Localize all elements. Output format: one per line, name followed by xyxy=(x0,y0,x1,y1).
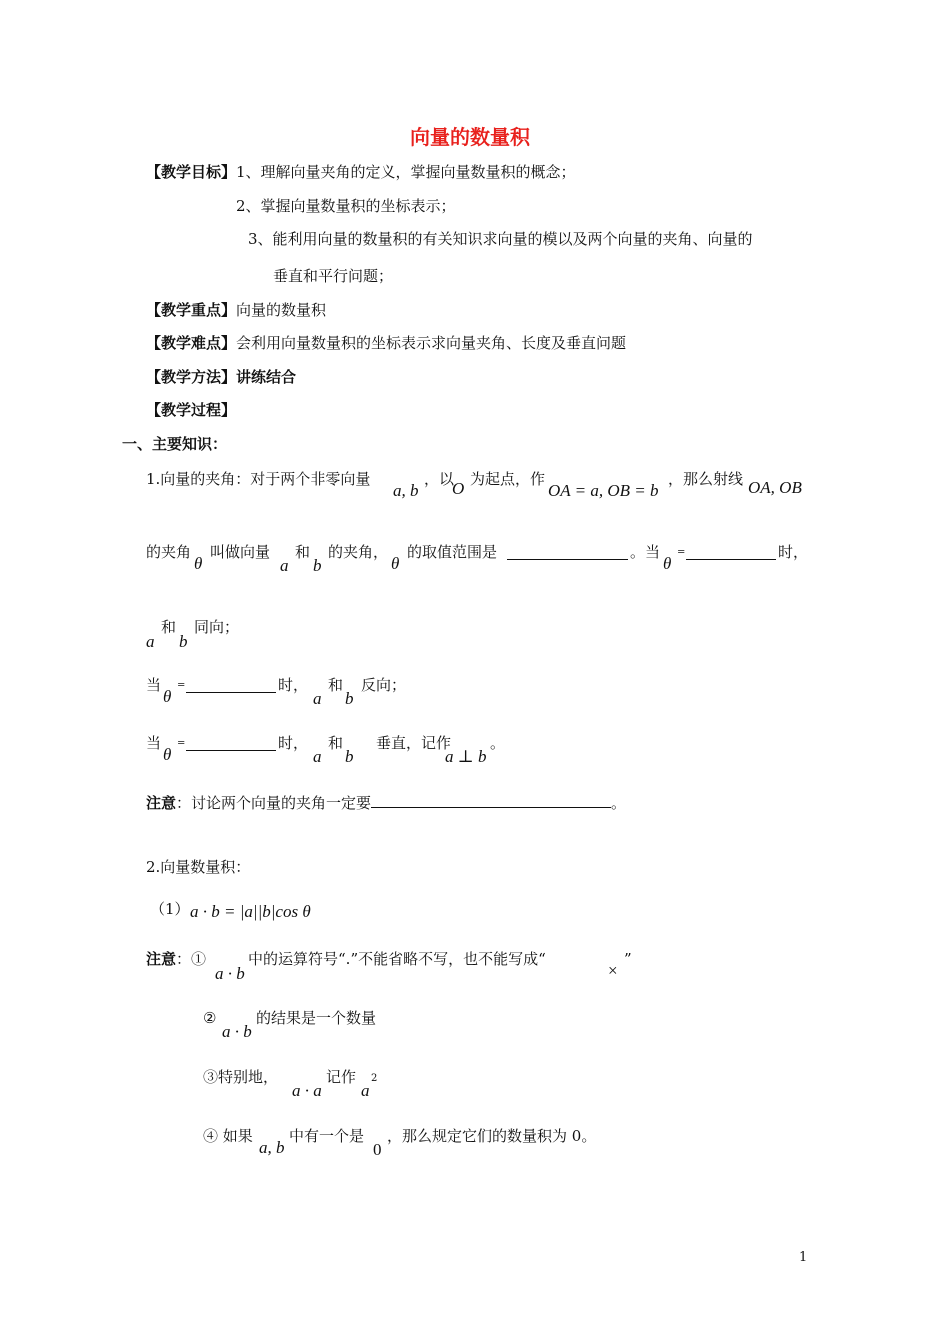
note1-end: 。 xyxy=(611,794,627,812)
note1-line xyxy=(146,793,626,811)
same-direction: 同向； xyxy=(194,618,240,636)
process-label: 【教学过程】 xyxy=(146,401,237,419)
note2-t4: 的结果是一个数量 xyxy=(256,1009,377,1027)
oa-ob-formula: OA = a, OB = b xyxy=(548,481,659,500)
theta-1: θ xyxy=(194,554,203,573)
theta-5: θ xyxy=(163,745,172,764)
a-dot-b-2: a · b xyxy=(222,1022,252,1041)
difficulty-label: 【教学难点】 xyxy=(146,334,237,352)
dang-1: 当 xyxy=(146,676,162,694)
keypoint-line xyxy=(146,303,326,318)
vec-b-3: b xyxy=(345,689,354,708)
perpendicular-text: 垂直，记作 xyxy=(376,734,452,752)
vec-a-2: a xyxy=(146,632,155,651)
item2-title: 2.向量数量积： xyxy=(146,858,251,876)
item1-text-3: 为起点，作 xyxy=(470,470,546,488)
he-1: 和 xyxy=(295,543,311,561)
item2-n1: （1） xyxy=(150,900,190,918)
goal-3b: 垂直和平行问题； xyxy=(273,267,394,285)
note2-t3: ” xyxy=(624,950,632,968)
page-title: 向量的数量积 xyxy=(410,125,530,149)
goals-line-1 xyxy=(146,165,576,180)
goal-3a: 3、能利用向量的数量积的有关知识求向量的模以及两个向量的夹角、向量的 xyxy=(248,230,753,248)
eq-2: = xyxy=(177,680,186,691)
he-4: 和 xyxy=(328,734,344,752)
note2-t5: 记作 xyxy=(326,1068,357,1086)
blank-same xyxy=(686,545,776,560)
a-comma-b: a, b xyxy=(259,1138,285,1157)
note1-blank xyxy=(371,793,611,808)
goals-label: 【教学目标】 xyxy=(146,163,237,181)
range-blank xyxy=(507,545,628,560)
dang-2: 当 xyxy=(146,734,162,752)
note2-dot: . xyxy=(345,950,351,968)
vectors-ab: a, b xyxy=(393,481,419,500)
note2-t2: ”不能省略不写，也不能写成“ xyxy=(350,950,546,968)
zero-vector: 0 xyxy=(373,1140,382,1159)
note1-text: ：讨论两个向量的夹角一定要 xyxy=(176,794,372,812)
method-label: 【教学方法】 xyxy=(146,368,237,386)
item1-text-6: 叫做向量 xyxy=(210,543,271,561)
rays-oa-ob: OA, OB xyxy=(748,478,802,497)
item1-text-1: 1.向量的夹角：对于两个非零向量 xyxy=(146,470,371,488)
vec-b-4: b xyxy=(345,747,354,766)
note2-t1: 中的运算符号“ xyxy=(248,950,346,968)
vec-a-4: a xyxy=(313,747,322,766)
blank-perpendicular xyxy=(186,736,276,751)
vec-a-1: a xyxy=(280,556,289,575)
item1-text-4: ，那么射线 xyxy=(668,470,744,488)
theta-3: θ xyxy=(663,554,672,573)
a-dot-b-1: a · b xyxy=(215,964,245,983)
he-3: 和 xyxy=(328,676,344,694)
note2-c2: ② xyxy=(203,1009,217,1027)
blank-opposite xyxy=(186,678,276,693)
method-text: 讲练结合 xyxy=(236,368,297,386)
shi-3: 时， xyxy=(278,734,309,752)
dot-product-formula: a · b = |a||b|cos θ xyxy=(190,902,311,921)
vec-b-2: b xyxy=(179,632,188,651)
section-heading: 一、主要知识： xyxy=(122,435,228,453)
item1-text-2: ，以 xyxy=(424,470,455,488)
difficulty-line xyxy=(146,336,626,351)
shi-2: 时， xyxy=(278,676,309,694)
difficulty-text: 会利用向量数量积的坐标表示求向量夹角、长度及垂直问题 xyxy=(236,334,627,352)
item1-text-9: 。当 xyxy=(630,543,661,561)
theta-4: θ xyxy=(163,687,172,706)
note2-c4: ④ 如果 xyxy=(203,1127,253,1145)
keypoint-text: 向量的数量积 xyxy=(236,301,327,319)
item1-text-8: 的取值范围是 xyxy=(407,543,498,561)
item1-text-5: 的夹角 xyxy=(146,543,192,561)
shi-1: 时， xyxy=(778,543,809,561)
eq-3: = xyxy=(177,738,186,749)
note1-label: 注意 xyxy=(146,794,177,812)
perp-formula: a ⊥ b xyxy=(445,747,487,766)
a-squared-exp: 2 xyxy=(371,1073,378,1084)
times-symbol: × xyxy=(608,961,618,980)
eq-1: = xyxy=(677,547,686,558)
keypoint-label: 【教学重点】 xyxy=(146,301,237,319)
note2-line-1b xyxy=(248,952,546,967)
perp-end: 。 xyxy=(490,734,506,752)
a-squared-base: a xyxy=(361,1081,370,1100)
origin-o: O xyxy=(452,479,465,498)
he-2: 和 xyxy=(161,618,177,636)
a-dot-a: a · a xyxy=(292,1081,322,1100)
note2-label: 注意 xyxy=(146,950,177,968)
note2-c3: ③特别地， xyxy=(203,1068,279,1086)
item1-text-7: 的夹角， xyxy=(328,543,389,561)
theta-2: θ xyxy=(391,554,400,573)
page-number: 1 xyxy=(799,1250,808,1265)
note2-line-1a xyxy=(146,952,206,967)
vec-a-3: a xyxy=(313,689,322,708)
goal-1: 1、理解向量夹角的定义，掌握向量数量积的概念； xyxy=(236,163,576,181)
note2-c1: ：① xyxy=(176,950,207,968)
note2-t6: 中有一个是 xyxy=(289,1127,365,1145)
method-line xyxy=(146,370,296,385)
opposite-direction: 反向； xyxy=(361,676,407,694)
vec-b-1: b xyxy=(313,556,322,575)
goal-2: 2、掌握向量数量积的坐标表示； xyxy=(236,197,456,215)
note2-t7: ，那么规定它们的数量积为 0。 xyxy=(387,1127,597,1145)
